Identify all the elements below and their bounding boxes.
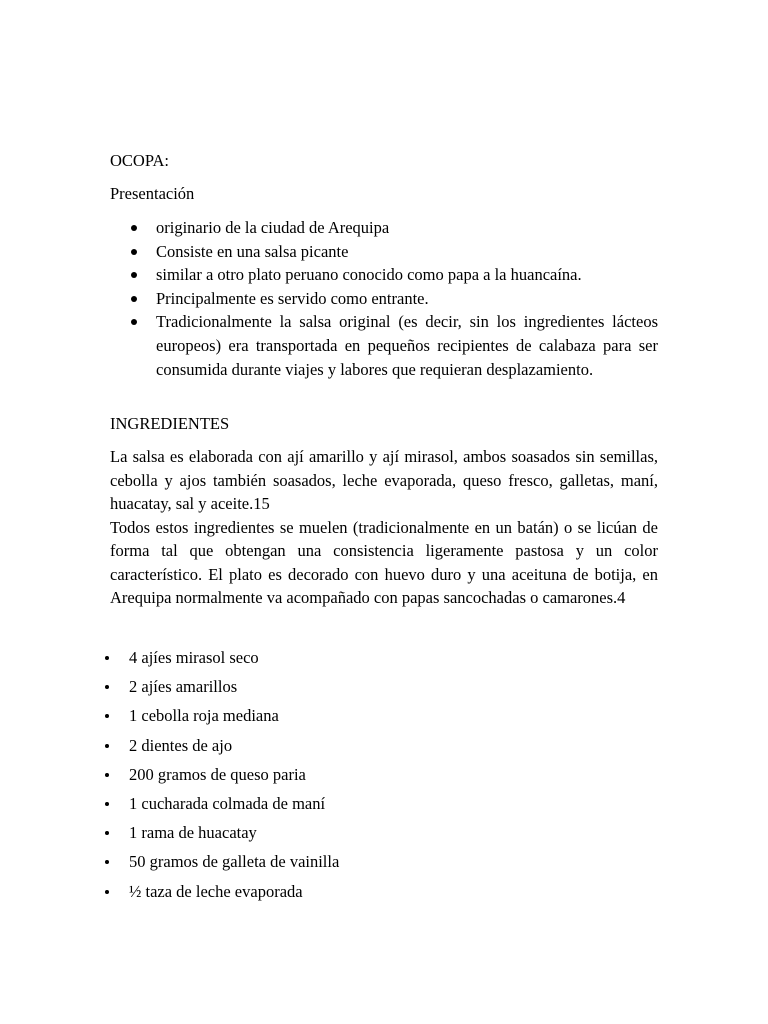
ingredient-item xyxy=(100,847,339,876)
bullet-icon xyxy=(105,802,109,806)
ingredient-item xyxy=(100,643,339,672)
bullet-icon xyxy=(131,225,137,231)
ingredient-text: 1 cebolla roja mediana xyxy=(129,706,279,726)
bullet-icon xyxy=(105,773,109,777)
ingredient-list xyxy=(100,643,339,906)
bullet-icon xyxy=(131,296,137,302)
paragraph-2: Todos estos ingredientes se muelen (tradicionalmente en un batán) o se licúan de forma tal que obtengan una consistencia ligeramente pastosa y un color característico. El plato es decorado con huevo duro y una aceituna de botija, en Arequipa normalmente va acompañado con papas sancochadas o camarones.4 xyxy=(110,517,658,607)
paragraph-1: La salsa es elaborada con ají amarillo y ají mirasol, ambos soasados sin semillas, cebolla y ajos también soasados, leche evaporada, queso fresco, galletas, maní, huacatay, sal y aceite.15 xyxy=(110,447,658,513)
ingredient-text: 4 ajíes mirasol seco xyxy=(129,648,259,667)
ingredient-item xyxy=(100,672,339,701)
bullet-icon xyxy=(131,249,137,255)
presentation-bullet-item xyxy=(110,216,658,240)
bullet-icon xyxy=(105,714,109,718)
ingredient-item xyxy=(100,789,339,818)
bullet-icon xyxy=(105,685,109,689)
presentation-bullet-item xyxy=(110,287,658,311)
bullet-text: similar a otro plato peruano conocido como papa a la huancaína. xyxy=(156,265,582,285)
bullet-icon xyxy=(131,272,137,278)
presentation-bullet-item xyxy=(110,310,658,381)
ingredient-item xyxy=(100,818,339,847)
ingredient-text: 1 cucharada colmada de maní xyxy=(129,793,326,813)
ingredients-heading: INGREDIENTES xyxy=(110,414,230,433)
ingredient-item xyxy=(100,760,339,789)
ingredient-text: 50 gramos de galleta de vainilla xyxy=(129,852,340,872)
ingredient-text: 1 rama de huacatay xyxy=(129,823,257,843)
ingredient-item xyxy=(100,877,339,906)
presentation-bullet-item xyxy=(110,240,658,264)
ingredient-item xyxy=(100,731,339,760)
bullet-icon xyxy=(105,744,109,748)
ingredient-text: ½ taza de leche evaporada xyxy=(129,881,303,901)
bullet-text: originario de la ciudad de Arequipa xyxy=(156,218,390,237)
bullet-icon xyxy=(105,656,109,660)
ingredient-text: 200 gramos de queso paria xyxy=(129,764,306,784)
bullet-text: Consiste en una salsa picante xyxy=(156,241,349,261)
bullet-text: Tradicionalmente la salsa original (es decir, sin los ingredientes lácteos europeos) era transportada en pequeños recipientes de calabaza para ser consumida durante viajes y labores que requieran desplazamiento. xyxy=(156,312,658,379)
bullet-icon xyxy=(105,890,109,894)
presentation-bullet-list xyxy=(110,216,658,381)
ingredient-text: 2 ajíes amarillos xyxy=(129,677,238,697)
ingredient-item xyxy=(100,701,339,730)
bullet-icon xyxy=(105,831,109,835)
ingredient-text: 2 dientes de ajo xyxy=(129,735,233,755)
bullet-icon xyxy=(131,319,137,325)
presentation-bullet-item xyxy=(110,263,658,287)
document-title: OCOPA: xyxy=(110,151,169,170)
ingredients-description xyxy=(110,445,658,610)
bullet-icon xyxy=(105,860,109,864)
presentation-heading: Presentación xyxy=(110,184,195,203)
bullet-text: Principalmente es servido como entrante. xyxy=(156,288,429,308)
